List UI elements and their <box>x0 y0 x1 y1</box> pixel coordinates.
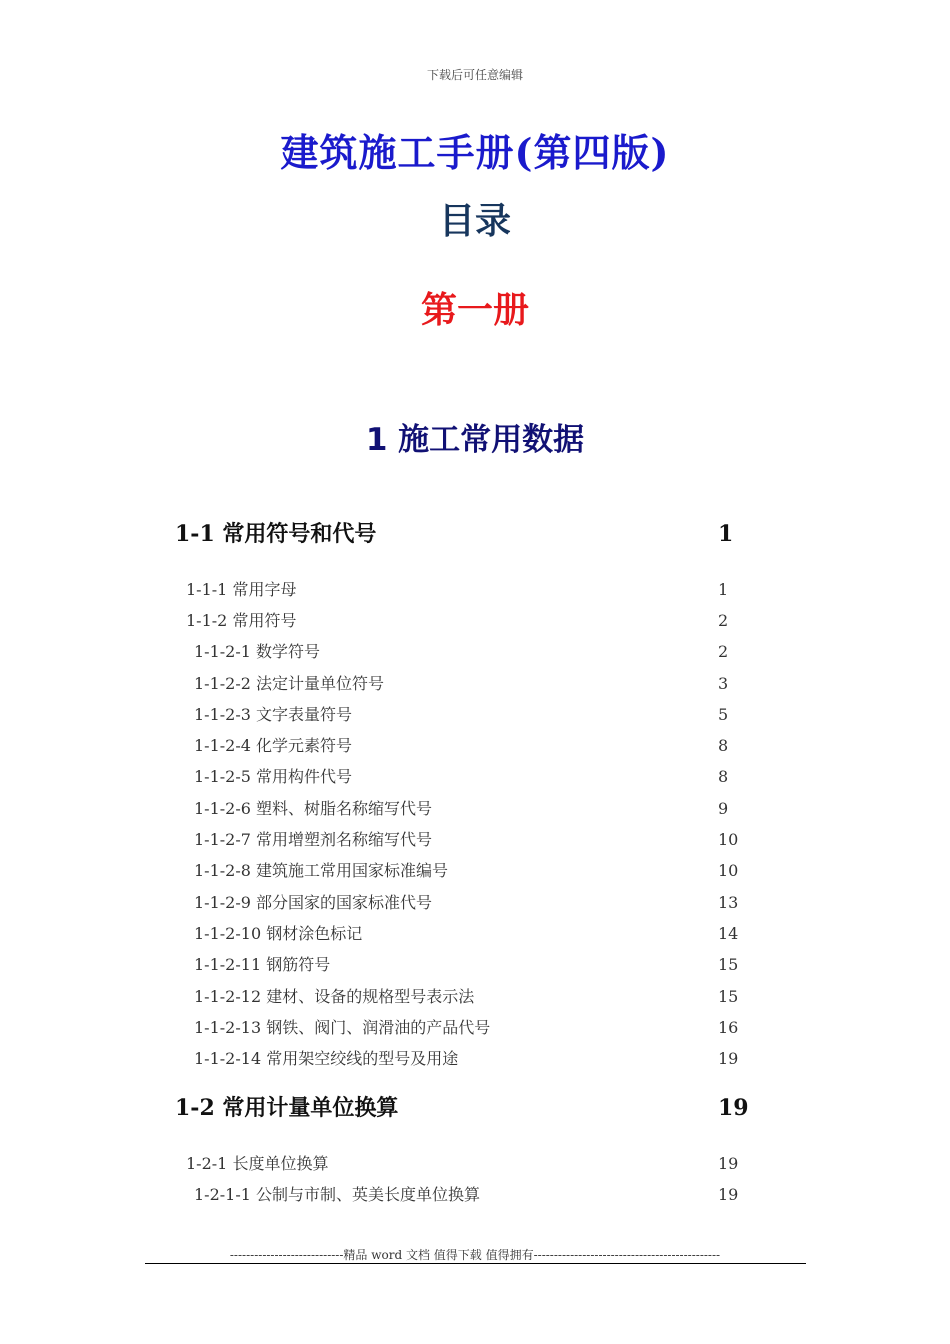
toc-page-number: 19 <box>718 1185 739 1204</box>
toc-item[interactable] <box>0 703 950 727</box>
toc-subsection[interactable] <box>0 578 950 602</box>
toc-page-number: 5 <box>718 705 729 724</box>
toc-entry-label: 1-1-2-3 文字表量符号 <box>194 705 353 724</box>
toc-entry-label: 1-2-1 长度单位换算 <box>186 1154 329 1173</box>
toc-page-number: 19 <box>718 1154 739 1173</box>
toc-entry-label: 1-1-2-5 常用构件代号 <box>194 767 353 786</box>
toc-page-number: 8 <box>718 767 729 786</box>
toc-entry-label: 1-1-2-6 塑料、树脂名称缩写代号 <box>194 799 433 818</box>
toc-page-number: 15 <box>718 955 739 974</box>
footer-note: ----------------------------精品 word 文档 值得下载 值得拥有---------------------------------------------- <box>229 1248 721 1262</box>
toc-entry-label: 1-1-2-9 部分国家的国家标准代号 <box>194 893 433 912</box>
toc-entry-label: 1-1-2-2 法定计量单位符号 <box>194 674 385 693</box>
volume-heading: 第一册 <box>420 289 529 331</box>
toc-page-number: 10 <box>718 830 739 849</box>
toc-entry-label: 1-1-1 常用字母 <box>186 580 297 599</box>
toc-entry-label: 1-1-2 常用符号 <box>186 611 297 630</box>
toc-entry-label: 1-1-2-1 数学符号 <box>194 642 321 661</box>
header-note: 下载后可任意编辑 <box>426 68 523 82</box>
toc-entry-label: 1-1-2-12 建材、设备的规格型号表示法 <box>194 987 475 1006</box>
toc-item[interactable] <box>0 953 950 977</box>
footer-divider <box>145 1263 806 1264</box>
toc-item[interactable] <box>0 1016 950 1040</box>
toc-page-number: 8 <box>718 736 729 755</box>
toc-entry-label: 1-2 常用计量单位换算 <box>175 1095 399 1121</box>
toc-entry-label: 1-1 常用符号和代号 <box>175 521 377 547</box>
toc-entry-label: 1-1-2-14 常用架空绞线的型号及用途 <box>194 1049 459 1068</box>
toc-item[interactable] <box>0 640 950 664</box>
toc-item[interactable] <box>0 985 950 1009</box>
toc-entry-label: 1-1-2-4 化学元素符号 <box>194 736 353 755</box>
toc-item[interactable] <box>0 1183 950 1207</box>
toc-entry-label: 1-1-2-11 钢筋符号 <box>194 955 331 974</box>
toc-subsection[interactable] <box>0 1152 950 1176</box>
toc-page-number: 14 <box>718 924 739 943</box>
toc-page-number: 10 <box>718 861 739 880</box>
toc-page-number: 19 <box>718 1095 749 1121</box>
toc-section[interactable] <box>0 1096 950 1120</box>
toc-section[interactable] <box>0 522 950 546</box>
toc-page-number: 9 <box>718 799 729 818</box>
toc-item[interactable] <box>0 797 950 821</box>
toc-page-number: 2 <box>718 642 729 661</box>
toc-page-number: 2 <box>718 611 729 630</box>
toc-item[interactable] <box>0 765 950 789</box>
toc-page-number: 19 <box>718 1049 739 1068</box>
toc-entry-label: 1-1-2-10 钢材涂色标记 <box>194 924 363 943</box>
toc-item[interactable] <box>0 1047 950 1071</box>
toc-item[interactable] <box>0 734 950 758</box>
toc-page-number: 13 <box>718 893 739 912</box>
toc-item[interactable] <box>0 859 950 883</box>
toc-item[interactable] <box>0 828 950 852</box>
toc-page-number: 16 <box>718 1018 739 1037</box>
chapter-heading: 1 施工常用数据 <box>365 422 585 458</box>
toc-page-number: 15 <box>718 987 739 1006</box>
toc-item[interactable] <box>0 891 950 915</box>
document-title: 建筑施工手册(第四版) <box>280 130 670 175</box>
toc-page-number: 3 <box>718 674 729 693</box>
toc-page-number: 1 <box>718 521 734 547</box>
toc-heading: 目录 <box>438 200 511 242</box>
toc-subsection[interactable] <box>0 609 950 633</box>
toc-page-number: 1 <box>718 580 729 599</box>
toc-item[interactable] <box>0 672 950 696</box>
toc-item[interactable] <box>0 922 950 946</box>
toc-entry-label: 1-2-1-1 公制与市制、英美长度单位换算 <box>194 1185 481 1204</box>
toc-entry-label: 1-1-2-13 钢铁、阀门、润滑油的产品代号 <box>194 1018 491 1037</box>
toc-entry-label: 1-1-2-8 建筑施工常用国家标准编号 <box>194 861 449 880</box>
toc-entry-label: 1-1-2-7 常用增塑剂名称缩写代号 <box>194 830 433 849</box>
